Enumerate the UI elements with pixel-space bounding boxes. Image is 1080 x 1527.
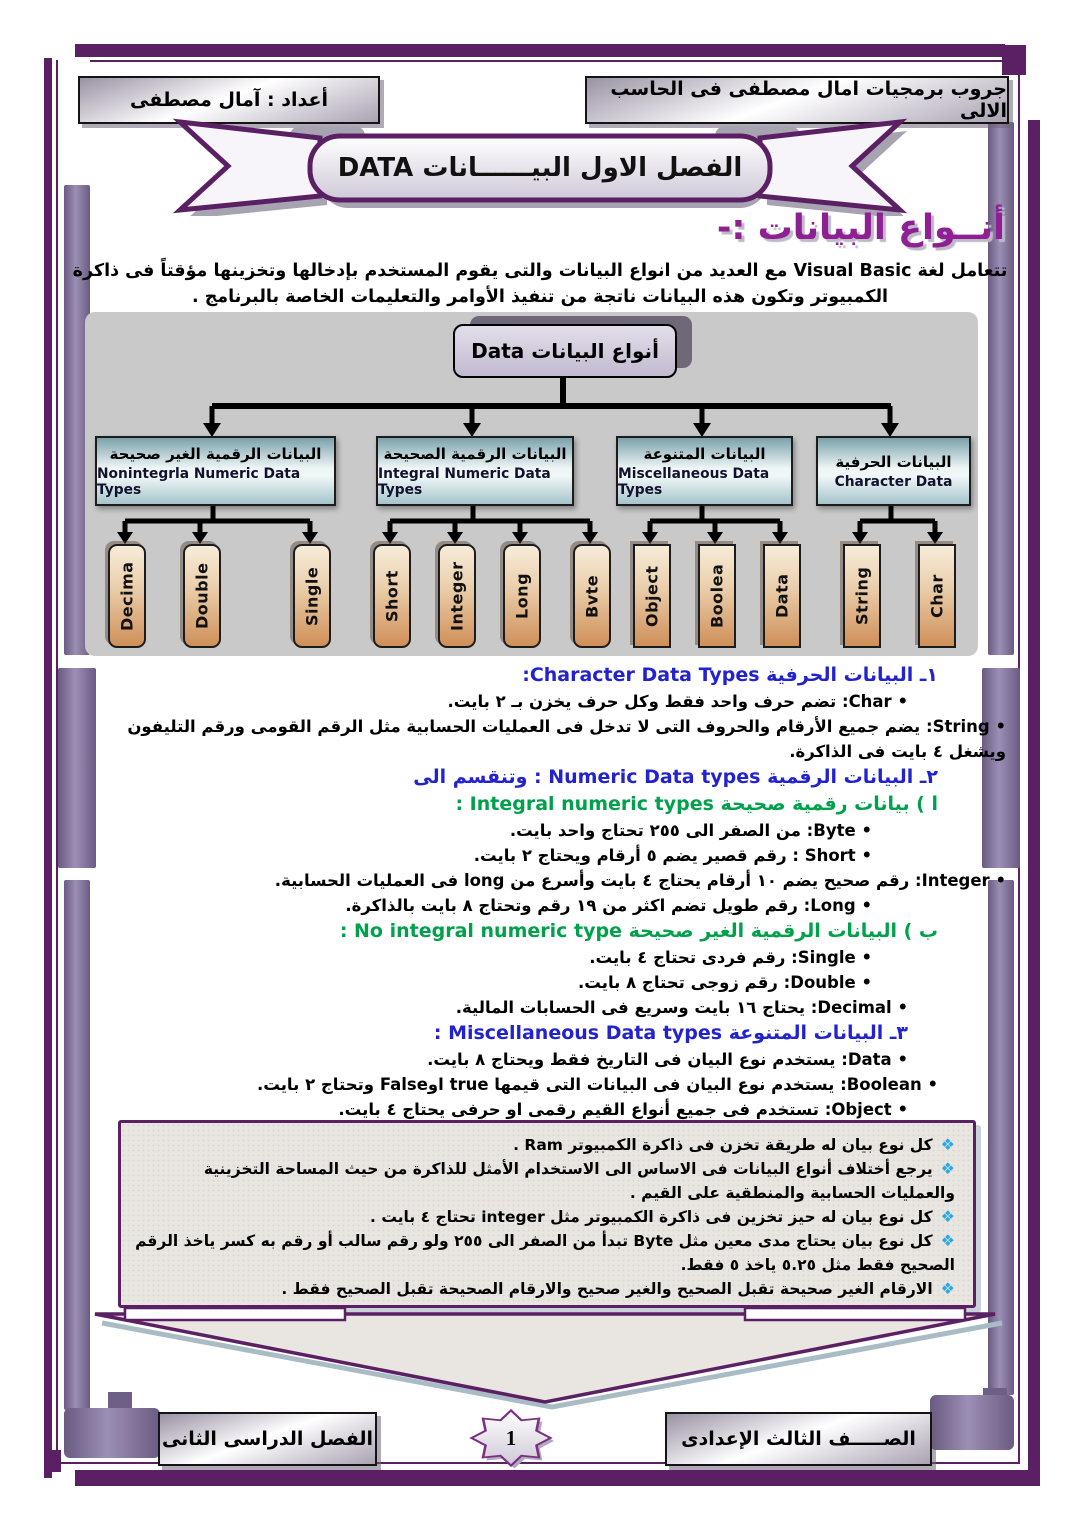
chapter-title-text: الفصل الاول البيــــــانات DATA xyxy=(337,153,743,183)
leaf-char: Char xyxy=(918,544,956,648)
leaf-decimal: Decima xyxy=(108,544,146,648)
frame-right-thick-line xyxy=(1028,120,1040,1482)
note-item-text: كل نوع بيان له طريقة تخزن فى ذاكرة الكمبيوتر Ram . xyxy=(513,1136,933,1154)
note-item xyxy=(135,1205,955,1229)
heading-numeric-data: ٢ـ البيانات الرقمية Numeric Data types : وتنقسم الى xyxy=(413,766,938,788)
notes-box xyxy=(118,1120,976,1308)
bullet-string: • String: يضم جميع الأرقام والحروف التى لا تدخل فى العمليات الحسابية مثل الرقم القومى ورقم التليفون ويشغل ٤ بايت فى الذاكرة. xyxy=(75,714,1006,764)
heading-miscellaneous: ٣ـ البيانات المتنوعة Miscellaneous Data types : xyxy=(433,1022,908,1044)
notes-box-banner-tail xyxy=(60,1302,1020,1412)
note-item-text: يرجع أختلاف أنواع البيانات فى الاساس الى الاستخدام الأمثل للذاكرة من حيث المساحة التخزينية والعمليات الحسابية والمنطقية على القيم . xyxy=(203,1160,955,1202)
data-types-diagram xyxy=(85,312,978,656)
diamond-bullet-icon: ❖ xyxy=(940,1159,955,1178)
diamond-bullet-icon: ❖ xyxy=(940,1231,955,1250)
heading-character-data: ١ـ البيانات الحرفية Character Data Types: xyxy=(522,664,938,686)
branch-integral-ar: البيانات الرقمية الصحيحة xyxy=(383,444,567,463)
footer-semester-label: الفصل الدراسى الثانى xyxy=(161,1428,374,1450)
branch-character xyxy=(816,436,971,506)
note-item-text: الارقام الغير صحيحة تقبل الصحيح والغير صحيح والارقام الصحيحة تقبل الصحيح فقط . xyxy=(281,1280,933,1298)
diamond-bullet-icon: ❖ xyxy=(940,1279,955,1298)
page-number-star xyxy=(468,1408,554,1468)
footer-grade-label: الصـــــف الثالث الإعدادى xyxy=(681,1428,916,1450)
branch-nonintegral xyxy=(95,436,336,506)
footer-grade-box xyxy=(665,1412,932,1466)
frame-top-inner-line xyxy=(90,60,1008,62)
subheading-integral: ا ) بيانات رقمية صحيحة Integral numeric types : xyxy=(455,793,938,815)
leaf-single: Single xyxy=(293,544,331,648)
bullet-object: • Object: تستخدم فى جميع أنواع القيم رقمى او حرفى يحتاج ٤ بايت. xyxy=(75,1097,908,1122)
subheading-nonintegral: ب ) البيانات الرقمية الغير صحيحة No integral numeric type : xyxy=(339,920,938,942)
frame-corner-top-right xyxy=(1002,45,1026,75)
intro-paragraph: تتعامل لغة Visual Basic مع العديد من انواع البيانات والتى يقوم المستخدم بإدخالها وتخزينها مؤقتاً فى ذاكرة الكمبيوتر وتكون هذه البيانات ناتجة من تنفيذ الأوامر والتعليمات الخاصة بالبرنامج . xyxy=(72,261,1008,308)
note-item xyxy=(135,1157,955,1205)
bullet-double: • Double: رقم زوجى تحتاج ٨ بايت. xyxy=(75,970,872,995)
frame-corner-bottom-left xyxy=(45,1450,61,1472)
page-number: 1 xyxy=(505,1425,517,1450)
bullet-data: • Data: يستخدم نوع البيان فى التاريخ فقط ويحتاج ٨ بايت. xyxy=(75,1047,908,1072)
frame-left-thick-line xyxy=(44,58,52,1478)
branch-integral xyxy=(376,436,574,506)
note-item-text: كل نوع بيان له حيز تخزين فى ذاكرة الكمبيوتر مثل integer تحتاج ٤ بايت . xyxy=(370,1208,933,1226)
footer-semester-box xyxy=(158,1412,377,1466)
branch-nonintegral-en: Nonintegrla Numeric Data Types xyxy=(97,465,301,498)
diagram-root-label: أنواع البيانات Data xyxy=(471,339,659,363)
chapter-title xyxy=(310,136,770,200)
note-item xyxy=(135,1133,955,1157)
bullet-short: • Short : رقم قصير يضم ٥ أرقام ويحتاج ٢ بايت. xyxy=(75,843,872,868)
bullet-boolean: • Boolean: يستخدم نوع البيان فى البيانات التى قيمها true اوFalse وتحتاج ٢ بايت. xyxy=(75,1072,938,1097)
bullet-single: • Single: رقم فردى تحتاج ٤ بايت. xyxy=(75,945,872,970)
leaf-short: Short xyxy=(373,544,411,648)
leaf-string: String xyxy=(843,544,881,648)
bullet-byte: • Byte: من الصفر الى ٢٥٥ تحتاج واحد بايت. xyxy=(75,818,872,843)
leaf-object: Object xyxy=(633,544,671,648)
diamond-bullet-icon: ❖ xyxy=(940,1135,955,1154)
branch-integral-en: Integral Numeric Data Types xyxy=(378,465,551,498)
side-bar-right-upper xyxy=(988,122,1014,655)
note-item-text: كل نوع بيان يحتاج مدى معين مثل Byte تبدأ من الصفر الى ٢٥٥ ولو رقم سالب أو رقم به كسر ياخذ الرقم الصحيح فقط مثل ٥.٢٥ ياخذ ٥ فقط. xyxy=(135,1232,955,1274)
side-bar-left-elbow xyxy=(64,1408,160,1458)
leaf-boolean: Boolea xyxy=(698,544,736,648)
branch-miscellaneous xyxy=(616,436,793,506)
note-item xyxy=(135,1277,955,1301)
bullet-integer: • Integer: رقم صحيح يضم ١٠ أرقام يحتاج ٤ بايت وأسرع من long فى العمليات الحسابية. xyxy=(75,868,1006,893)
branch-nonintegral-ar: البيانات الرقمية الغير صحيحة xyxy=(109,444,322,463)
frame-top-bar xyxy=(75,44,1005,57)
branch-miscellaneous-ar: البيانات المتنوعة xyxy=(643,444,766,463)
branch-character-ar: البيانات الحرفية xyxy=(835,452,952,471)
bullet-long: • Long: رقم طويل تضم اكثر من ١٩ رقم وتحتاج ٨ بايت بالذاكرة. xyxy=(75,893,872,918)
bullet-decimal: • Decimal: يحتاج ١٦ بايت وسريع فى الحسابات المالية. xyxy=(75,995,908,1020)
leaf-double: Double xyxy=(183,544,221,648)
page-title: أنــواع البيانات :- xyxy=(716,208,1005,248)
header-group-label: جروب برمجيات امال مصطفى فى الحاسب الالى xyxy=(610,78,1007,122)
note-item xyxy=(135,1229,955,1277)
branch-miscellaneous-en: Miscellaneous Data Types xyxy=(618,465,770,498)
bullet-char: • Char: تضم حرف واحد فقط وكل حرف يخزن بـ ٢ بايت. xyxy=(75,689,908,714)
header-author-label: أعداد : آمال مصطفى xyxy=(130,89,328,111)
diagram-root-node xyxy=(453,324,677,378)
leaf-byte: Bvte xyxy=(573,544,611,648)
leaf-integer: Integer xyxy=(438,544,476,648)
leaf-data: Data xyxy=(763,544,801,648)
leaf-long: Long xyxy=(503,544,541,648)
branch-character-en: Character Data xyxy=(834,473,953,490)
frame-bottom-bar xyxy=(75,1470,1040,1486)
content-area xyxy=(75,662,1010,1122)
diamond-bullet-icon: ❖ xyxy=(940,1207,955,1226)
